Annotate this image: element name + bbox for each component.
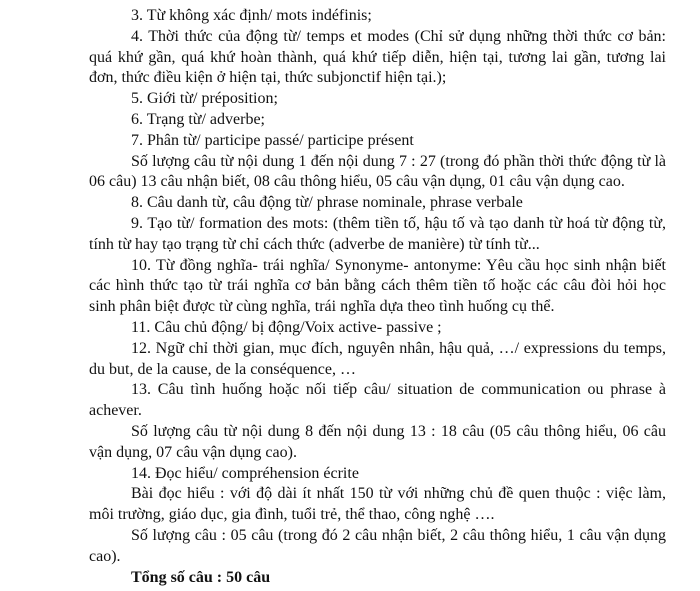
document-page [89, 6, 666, 588]
summary-items-1-7: Số lượng câu từ nội dung 1 đến nội dung 7 : 27 (trong đó phần thời thức động từ là 06 câu) 13 câu nhận biết, 08 câu thông hiểu, 05 câu vận dụng, 01 câu vận dụng cao. [89, 152, 666, 191]
item-4-verb-tenses: 4. Thời thức của động từ/ temps et modes (Chỉ sử dụng những thời thức cơ bản: quá khứ gần, quá khứ hoàn thành, quá khứ tiếp diễn, hiện tại, tương lai gần, tương lai đơn, thức điều kiện ở hiện tại, thức subjonctif hiện tại.); [89, 27, 666, 87]
reading-passage-description: Bài đọc hiểu : với độ dài ít nhất 150 từ với những chủ đề quen thuộc : việc làm, môi trường, giáo dục, gia đình, tuổi trẻ, thể thao, công nghệ …. [89, 485, 666, 524]
total-questions: Tổng số câu : 50 câu [131, 568, 271, 586]
item-13-situations: 13. Câu tình huống hoặc nối tiếp câu/ situation de communication ou phrase à achever. [89, 381, 666, 420]
item-7-participles: 7. Phân từ/ participe passé/ participe présent [131, 131, 414, 149]
item-5-prepositions: 5. Giới từ/ préposition; [131, 90, 278, 108]
summary-items-8-13: Số lượng câu từ nội dung 8 đến nội dung 13 : 18 câu (05 câu thông hiểu, 06 câu vận dụng, 07 câu vận dụng cao). [89, 422, 666, 461]
item-10-synonyms-antonyms: 10. Từ đồng nghĩa- trái nghĩa/ Synonyme- antonyme: Yêu cầu học sinh nhận biết các hình thức tạo từ trái nghĩa cơ bản bằng cách thêm tiền tố hoặc các câu đòi hỏi học sinh phân biệt được từ cùng nghĩa, trái nghĩa dựa theo tình huống cụ thể. [89, 256, 666, 316]
item-8-sentence-types: 8. Câu danh từ, câu động từ/ phrase nominale, phrase verbale [131, 194, 523, 212]
item-12-expressions: 12. Ngữ chỉ thời gian, mục đích, nguyên nhân, hậu quả, …/ expressions du temps, du but, de la cause, de la conséquence, … [89, 339, 666, 378]
item-11-voice: 11. Câu chủ động/ bị động/Voix active- passive ; [131, 318, 442, 336]
item-14-reading-comprehension: 14. Đọc hiểu/ compréhension écrite [131, 464, 359, 482]
item-9-word-formation: 9. Tạo từ/ formation des mots: (thêm tiền tố, hậu tố và tạo danh từ hoá từ động từ, tính từ hay tạo trạng từ chỉ cách thức (adverbe de manière) từ tính từ... [89, 214, 666, 253]
item-6-adverbs: 6. Trạng từ/ adverbe; [131, 110, 265, 128]
item-3-indefinite-words: 3. Từ không xác định/ mots indéfinis; [131, 7, 372, 24]
summary-item-14: Số lượng câu : 05 câu (trong đó 2 câu nhận biết, 2 câu thông hiểu, 1 câu vận dụng cao). [89, 526, 666, 565]
